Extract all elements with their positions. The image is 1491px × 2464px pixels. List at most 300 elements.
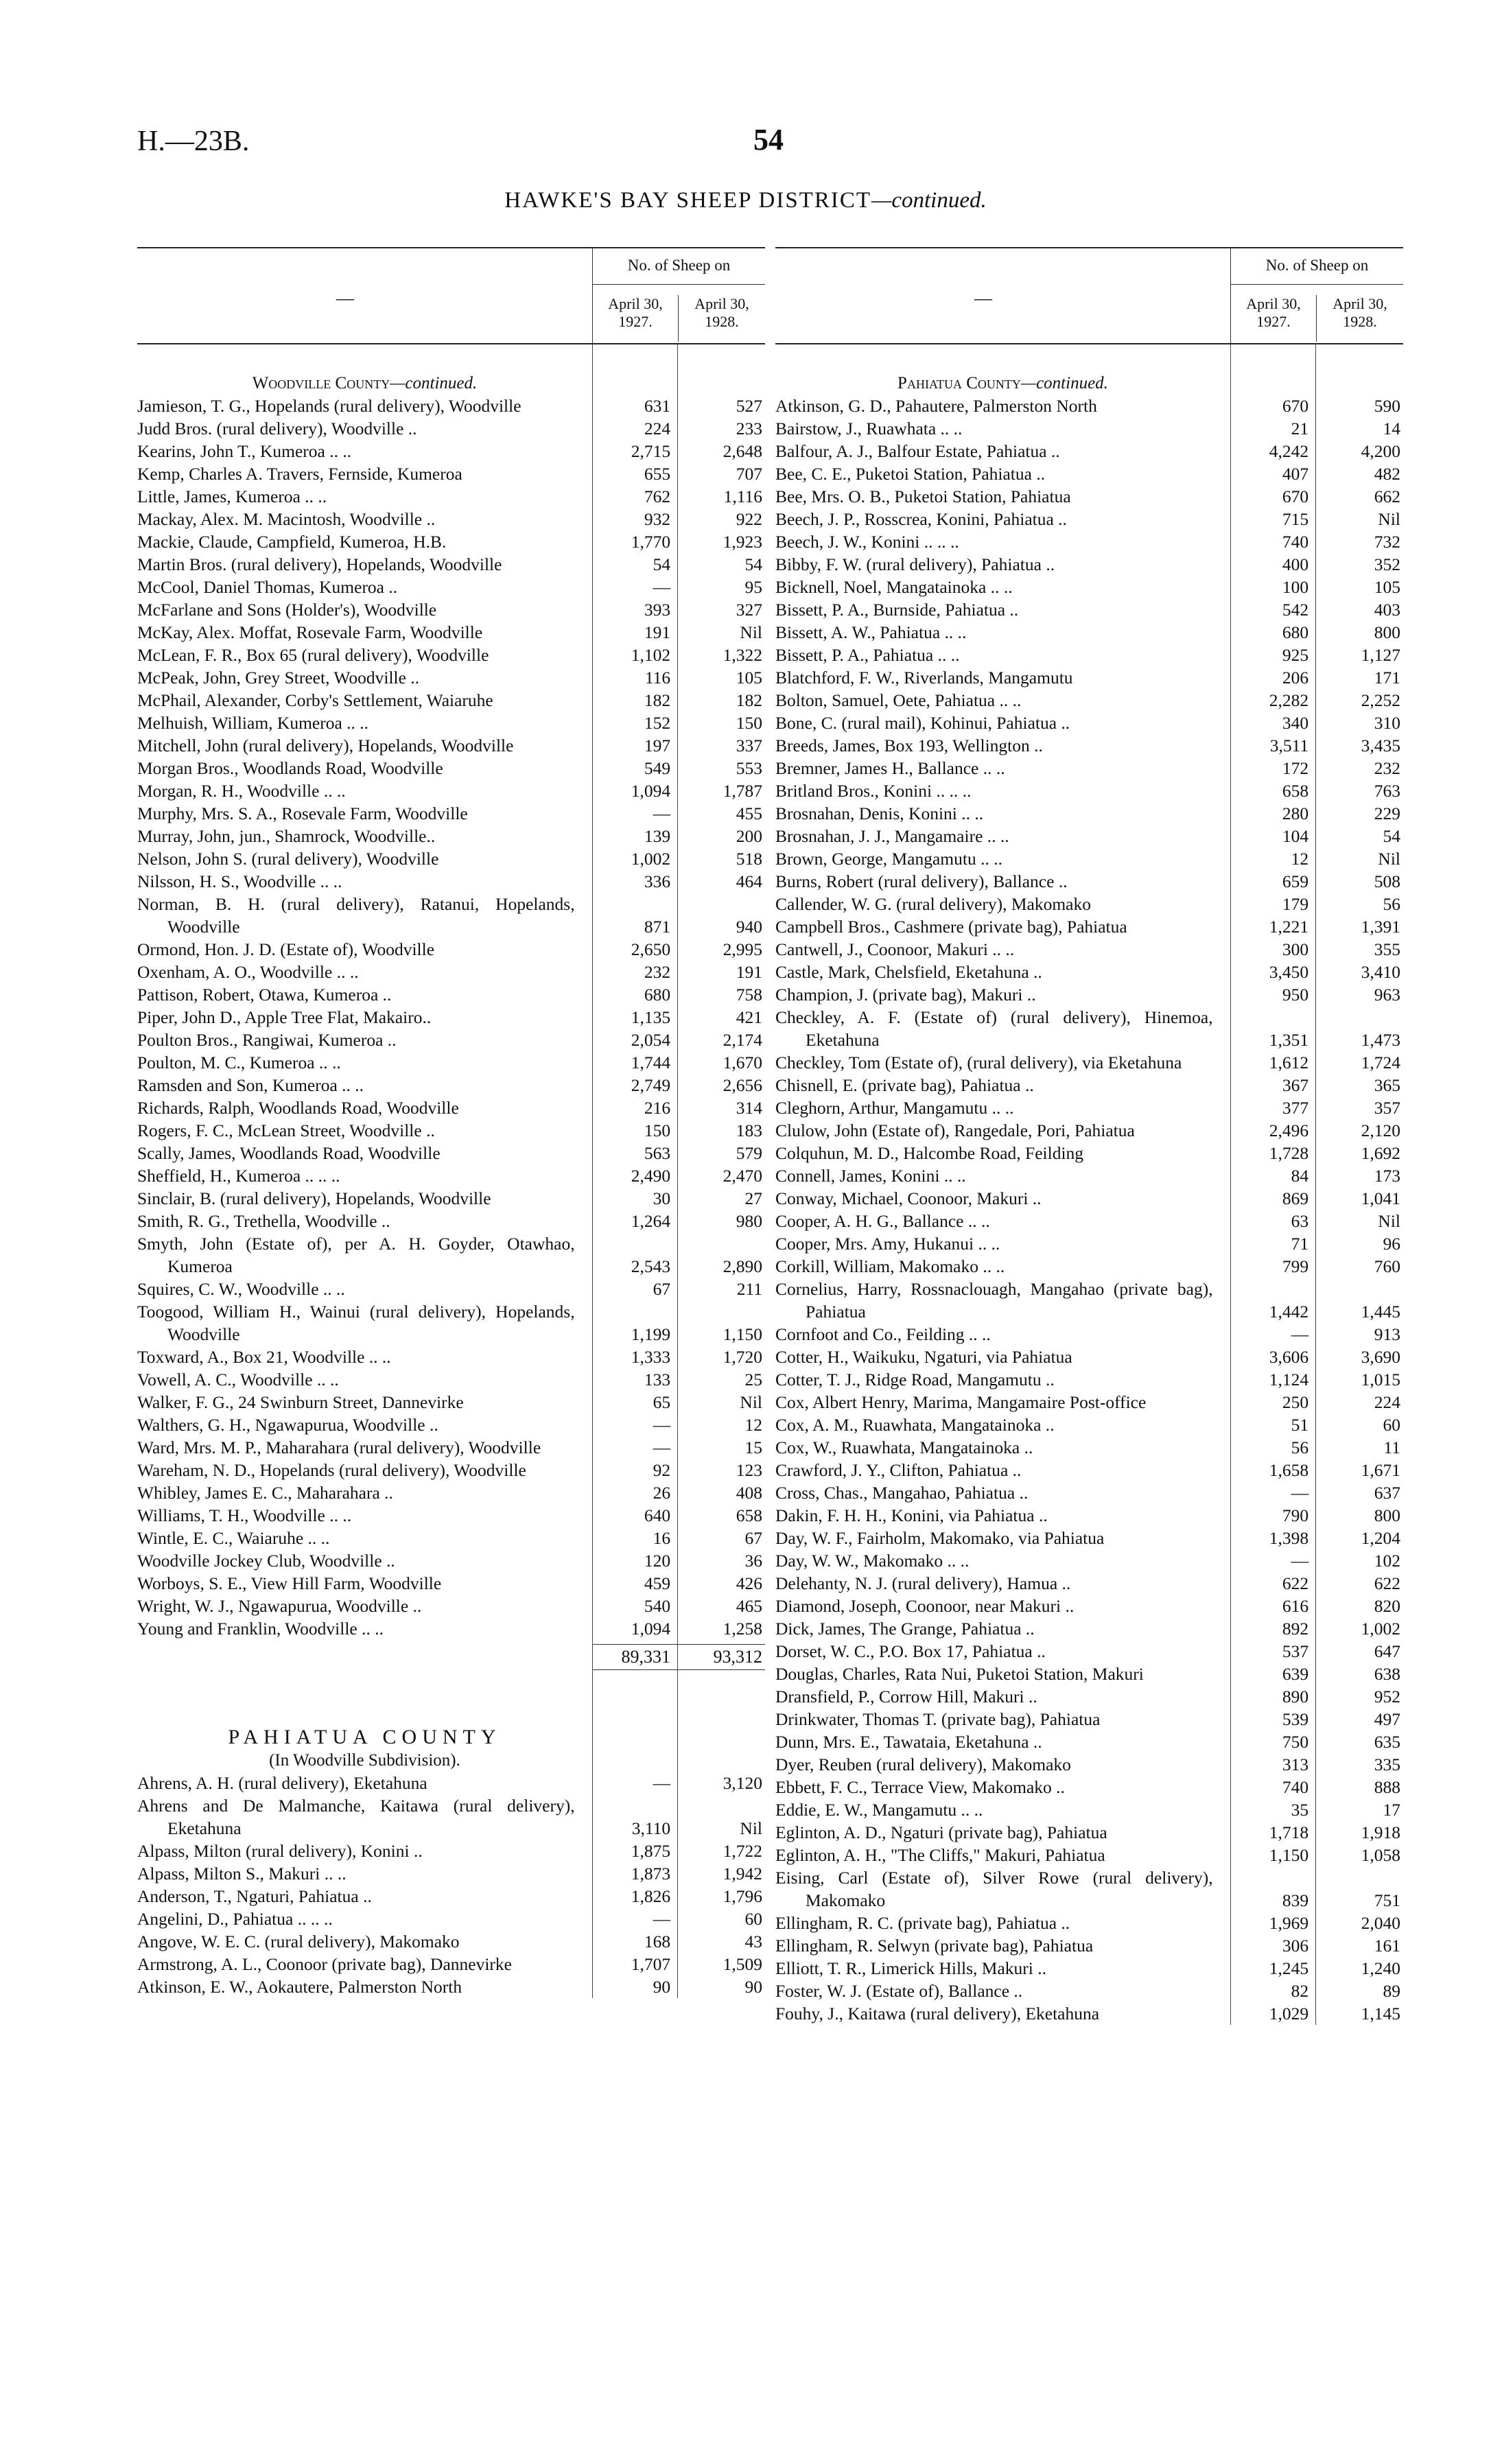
table-row: [775, 1278, 1403, 1323]
sheep-1928: Nil: [1378, 1211, 1400, 1231]
sheep-1927: 2,715: [631, 441, 671, 461]
sheep-1928: 1,670: [723, 1053, 762, 1072]
table-row: [775, 712, 1403, 734]
holder-name: McFarlane and Sons (Holder's), Woodville: [137, 600, 437, 620]
table-row: [775, 1912, 1403, 1934]
sheep-1928: 1,041: [1361, 1188, 1400, 1208]
holder-name: Smyth, John (Estate of), per A. H. Goyder, Otawhao, Kumeroa: [137, 1234, 575, 1276]
table-row: [137, 1975, 765, 1998]
sheep-1927: 1,351: [1269, 1030, 1309, 1050]
holder-name: McPeak, John, Grey Street, Woodville ..: [137, 668, 420, 688]
sheep-1928: Nil: [740, 1818, 762, 1838]
table-row: [137, 825, 765, 847]
sheep-1927: 1,333: [631, 1347, 671, 1367]
sheep-1927: 1,875: [631, 1841, 671, 1861]
sheep-1927: 932: [644, 509, 671, 529]
holder-name: McCool, Daniel Thomas, Kumeroa ..: [137, 577, 398, 597]
table-row: [775, 847, 1403, 870]
page-title: HAWKE'S BAY SHEEP DISTRICT—continued.: [504, 188, 987, 213]
sheep-1928: 1,002: [1361, 1619, 1400, 1639]
sheep-1927: 35: [1291, 1800, 1309, 1820]
sheep-1927: 172: [1282, 758, 1309, 778]
holder-name: Smith, R. G., Trethella, Woodville ..: [137, 1211, 390, 1231]
sheep-1927: 71: [1291, 1234, 1309, 1254]
sheep-1928: 183: [736, 1120, 762, 1140]
sheep-1927: 1,264: [631, 1211, 671, 1231]
section-heading: Pahiatua County—continued.: [897, 374, 1108, 392]
sheep-1928: 1,722: [723, 1841, 762, 1861]
table-row: [137, 621, 765, 644]
table-row: [775, 1368, 1403, 1391]
table-row: [137, 440, 765, 462]
holder-name: Eglinton, A. D., Ngaturi (private bag), Pahiatua: [775, 1822, 1107, 1842]
sheep-1927: 56: [1291, 1438, 1309, 1457]
table-row: [775, 1753, 1403, 1776]
sheep-1928: 2,040: [1361, 1913, 1400, 1933]
sheep-1928: 60: [1383, 1415, 1400, 1435]
sheep-1927: 377: [1282, 1098, 1309, 1118]
table-row: [775, 485, 1403, 508]
sheep-1928: 357: [1374, 1098, 1400, 1118]
holder-name: Cox, A. M., Ruawhata, Mangatainoka ..: [775, 1415, 1055, 1435]
holder-name: Brosnahan, Denis, Konini .. ..: [775, 803, 984, 823]
holder-name: Checkley, Tom (Estate of), (rural delivery), via Eketahuna: [775, 1053, 1182, 1072]
table-row: [775, 1776, 1403, 1798]
sheep-1928: 760: [1374, 1256, 1400, 1276]
sheep-1928: 579: [736, 1143, 762, 1163]
holder-name: Bicknell, Noel, Mangatainoka .. ..: [775, 577, 1013, 597]
sheep-1927: 1,826: [631, 1886, 671, 1906]
sheep-1927: 340: [1282, 713, 1309, 733]
sheep-1927: 740: [1282, 1777, 1309, 1797]
holder-name: Morgan, R. H., Woodville .. ..: [137, 781, 346, 801]
table-row: [137, 462, 765, 485]
sheep-1928: 707: [736, 464, 762, 484]
table-row: [137, 1210, 765, 1232]
table-row: [137, 598, 765, 621]
table-row: [775, 1413, 1403, 1436]
sheep-1928: 25: [744, 1370, 762, 1389]
sheep-1928: 335: [1374, 1755, 1400, 1774]
table-row: [775, 576, 1403, 598]
sheep-1928: 758: [736, 985, 762, 1005]
holder-name: Ward, Mrs. M. P., Maharahara (rural delivery), Woodville: [137, 1438, 541, 1457]
holder-name: Oxenham, A. O., Woodville .. ..: [137, 962, 359, 982]
holder-name: Rogers, F. C., McLean Street, Woodville ..: [137, 1120, 435, 1140]
sheep-1927: —: [653, 1773, 671, 1793]
sheep-1928: 508: [1374, 871, 1400, 891]
holder-name: Blatchford, F. W., Riverlands, Mangamutu: [775, 668, 1073, 688]
sheep-1927: 63: [1291, 1211, 1309, 1231]
holder-name: Angove, W. E. C. (rural delivery), Makomako: [137, 1932, 460, 1951]
sheep-1928: 54: [744, 554, 762, 574]
table-row: [775, 1187, 1403, 1210]
table-row: [137, 1840, 765, 1862]
holder-name: Castle, Mark, Chelsfield, Eketahuna ..: [775, 962, 1042, 982]
holder-name: Ahrens and De Malmanche, Kaitawa (rural delivery), Eketahuna: [137, 1796, 575, 1838]
sheep-1927: 4,242: [1269, 441, 1309, 461]
sheep-1927: 1,770: [631, 532, 671, 552]
sheep-1927: —: [653, 1909, 671, 1929]
sheep-1927: 280: [1282, 803, 1309, 823]
sheep-1928: 67: [744, 1528, 762, 1548]
sheep-1928: 1,923: [723, 532, 762, 552]
sheep-1927: 3,450: [1269, 962, 1309, 982]
sheep-1928: 622: [1374, 1573, 1400, 1593]
table-row: [137, 1572, 765, 1595]
sheep-1927: 631: [644, 396, 671, 416]
holder-name: Eising, Carl (Estate of), Silver Rowe (rural delivery), Makomako: [775, 1868, 1213, 1910]
table-row: [775, 1708, 1403, 1730]
sheep-1928: 2,890: [723, 1256, 762, 1276]
sheep-1927: 120: [644, 1551, 671, 1571]
left-column-header: [137, 247, 765, 344]
table-row: [775, 1232, 1403, 1255]
sheep-1927: 659: [1282, 871, 1309, 891]
table-row: [137, 1481, 765, 1504]
holder-name: Douglas, Charles, Rata Nui, Puketoi Station, Makuri: [775, 1664, 1144, 1684]
sheep-1928: 553: [736, 758, 762, 778]
sheep-1928: 1,116: [723, 486, 762, 506]
table-row: [775, 1527, 1403, 1549]
holder-name: Campbell Bros., Cashmere (private bag), Pahiatua: [775, 917, 1127, 937]
sheep-1928: 224: [1374, 1392, 1400, 1412]
holder-name: Britland Bros., Konini .. .. ..: [775, 781, 972, 801]
sheep-1928: 102: [1374, 1551, 1400, 1571]
sheep-1927: 1,707: [631, 1954, 671, 1974]
table-row: [137, 666, 765, 689]
sheep-1927: 890: [1282, 1687, 1309, 1706]
sheep-1927: 540: [644, 1596, 671, 1616]
sheep-1928: 314: [736, 1098, 762, 1118]
sheep-1928: 2,648: [723, 441, 762, 461]
holder-name: Connell, James, Konini .. ..: [775, 1166, 966, 1186]
holder-name: Ellingham, R. Selwyn (private bag), Pahiatua: [775, 1936, 1094, 1956]
sheep-1928: 913: [1374, 1324, 1400, 1344]
holder-name: Dakin, F. H. H., Konini, via Pahiatua ..: [775, 1505, 1048, 1525]
holder-name: Clulow, John (Estate of), Rangedale, Pori, Pahiatua: [775, 1120, 1135, 1140]
sheep-1927: 2,054: [631, 1030, 671, 1050]
table-row: [775, 1821, 1403, 1844]
sheep-1927: 82: [1291, 1981, 1309, 2001]
sheep-1927: 54: [653, 554, 671, 574]
sheep-1927: 150: [644, 1120, 671, 1140]
holder-name: Nilsson, H. S., Woodville .. ..: [137, 871, 342, 891]
table-row: [137, 1930, 765, 1953]
sheep-1928: 352: [1374, 554, 1400, 574]
sheep-1928: 1,058: [1361, 1845, 1400, 1865]
table-row: [137, 893, 765, 938]
holder-name: Armstrong, A. L., Coonoor (private bag), Dannevirke: [137, 1954, 512, 1974]
sheep-1927: 104: [1282, 826, 1309, 846]
sheep-1927: 3,606: [1269, 1347, 1309, 1367]
date-1928-header: April 30, 1928.: [678, 295, 765, 342]
holder-name: Bairstow, J., Ruawhata .. ..: [775, 419, 963, 438]
holder-name: Cleghorn, Arthur, Mangamutu .. ..: [775, 1098, 1014, 1118]
sheep-1928: 1,473: [1361, 1030, 1400, 1050]
sheep-1927: 1,135: [631, 1007, 671, 1027]
holder-name: Poulton Bros., Rangiwai, Kumeroa ..: [137, 1030, 397, 1050]
table-row: [137, 712, 765, 734]
sheep-1927: 750: [1282, 1732, 1309, 1752]
sheep-1927: 1,221: [1269, 917, 1309, 937]
table-row: [775, 1934, 1403, 1957]
sheep-1927: —: [653, 577, 671, 597]
table-row: [137, 1527, 765, 1549]
sheep-1928: 200: [736, 826, 762, 846]
table-row: [775, 1436, 1403, 1459]
right-column-header: [775, 247, 1403, 344]
sheep-1928: 15: [744, 1438, 762, 1457]
table-row: [137, 689, 765, 712]
table-row: [775, 462, 1403, 485]
table-row: [137, 1391, 765, 1413]
sheep-1928: 888: [1374, 1777, 1400, 1797]
holder-name: Richards, Ralph, Woodlands Road, Woodville: [137, 1098, 459, 1118]
sheep-1928: 662: [1374, 486, 1400, 506]
page-number: 54: [753, 123, 784, 156]
table-row: [775, 417, 1403, 440]
right-rows: [775, 395, 1403, 2025]
sheep-1927: 616: [1282, 1596, 1309, 1616]
sheep-1927: 670: [1282, 396, 1309, 416]
date-1928-header: April 30, 1928.: [1316, 295, 1403, 342]
sheep-1927: 537: [1282, 1641, 1309, 1661]
sheep-1927: 30: [653, 1188, 671, 1208]
holder-name: Conway, Michael, Coonoor, Makuri ..: [775, 1188, 1042, 1208]
sheep-1928: Nil: [1378, 849, 1400, 869]
holder-name: Wareham, N. D., Hopelands (rural delivery), Woodville: [137, 1460, 526, 1480]
sheep-count-title: No. of Sheep on: [1265, 257, 1369, 274]
holder-name: McKay, Alex. Moffat, Rosevale Farm, Woodville: [137, 622, 483, 642]
sheep-1928: 2,252: [1361, 690, 1400, 710]
holder-name: Cornfoot and Co., Feilding .. ..: [775, 1324, 991, 1344]
table-row: [775, 893, 1403, 915]
table-row: [775, 1957, 1403, 1980]
sheep-1927: 206: [1282, 668, 1309, 688]
table-row: [137, 576, 765, 598]
holder-name: McLean, F. R., Box 65 (rural delivery), Woodville: [137, 645, 489, 665]
table-row: [137, 1953, 765, 1975]
sheep-1928: 763: [1374, 781, 1400, 801]
sheep-1927: 1,728: [1269, 1143, 1309, 1163]
table-row: [775, 1255, 1403, 1278]
sheep-1928: 465: [736, 1596, 762, 1616]
table-row: [137, 734, 765, 757]
table-row: [775, 689, 1403, 712]
sheep-1928: 426: [736, 1573, 762, 1593]
holder-name: Mitchell, John (rural delivery), Hopelands, Woodville: [137, 736, 514, 755]
holder-name: McPhail, Alexander, Corby's Settlement, Waiaruhe: [137, 690, 493, 710]
total-1927: 89,331: [592, 1644, 677, 1670]
sheep-1928: 310: [1374, 713, 1400, 733]
date-1927-header: April 30, 1927.: [608, 295, 663, 330]
sheep-1927: 640: [644, 1505, 671, 1525]
right-table-body: [775, 344, 1403, 2025]
sheep-1928: 922: [736, 509, 762, 529]
holder-name: Breeds, James, Box 193, Wellington ..: [775, 736, 1043, 755]
sheep-1927: 1,969: [1269, 1913, 1309, 1933]
holder-name: Brown, George, Mangamutu .. ..: [775, 849, 1002, 869]
section-heading-pahiatua: PAHIATUA COUNTY: [228, 1726, 502, 1748]
table-row: [775, 1866, 1403, 1912]
table-row: [137, 1142, 765, 1164]
table-row: [775, 1980, 1403, 2002]
sheep-1927: 1,744: [631, 1053, 671, 1072]
holder-name: Bolton, Samuel, Oete, Pahiatua .. ..: [775, 690, 1022, 710]
holder-name: Kearins, John T., Kumeroa .. ..: [137, 441, 352, 461]
table-row: [775, 825, 1403, 847]
sheep-1928: 1,509: [723, 1954, 762, 1974]
table-row: [775, 1572, 1403, 1595]
holder-name: Norman, B. H. (rural delivery), Ratanui, Hopelands, Woodville: [137, 894, 575, 937]
holder-name: Drinkwater, Thomas T. (private bag), Pahiatua: [775, 1709, 1101, 1729]
sheep-1928: 191: [736, 962, 762, 982]
sheep-1928: 1,942: [723, 1864, 762, 1884]
left-table-body: [137, 344, 765, 1998]
holder-name: Kemp, Charles A. Travers, Fernside, Kumeroa: [137, 464, 462, 484]
sheep-1928: 658: [736, 1505, 762, 1525]
sheep-1927: 1,102: [631, 645, 671, 665]
holder-name: Ramsden and Son, Kumeroa .. ..: [137, 1075, 364, 1095]
sheep-1928: 751: [1374, 1890, 1400, 1910]
sheep-1928: 1,258: [723, 1619, 762, 1639]
holder-name: Walker, F. G., 24 Swinburn Street, Dannevirke: [137, 1392, 464, 1412]
sheep-1927: 133: [644, 1370, 671, 1389]
holder-name: Fouhy, J., Kaitawa (rural delivery), Eketahuna: [775, 2004, 1100, 2023]
sheep-1927: 3,511: [1269, 736, 1309, 755]
table-row: [137, 1346, 765, 1368]
table-row: [775, 1210, 1403, 1232]
report-code: H.—23B.: [137, 126, 250, 157]
sheep-1927: 336: [644, 871, 671, 891]
holder-name: Poulton, M. C., Kumeroa .. ..: [137, 1053, 341, 1072]
holder-name: Angelini, D., Pahiatua .. .. ..: [137, 1909, 333, 1929]
sheep-1928: 1,724: [1361, 1053, 1400, 1072]
holder-name: Dorset, W. C., P.O. Box 17, Pahiatua ..: [775, 1641, 1046, 1661]
sheep-1928: 1,796: [723, 1886, 762, 1906]
sheep-1928: 637: [1374, 1483, 1400, 1503]
table-row: [137, 938, 765, 961]
sheep-1928: 497: [1374, 1709, 1400, 1729]
sheep-1927: 1,199: [631, 1324, 671, 1344]
table-row: [137, 1368, 765, 1391]
sheep-1927: 680: [1282, 622, 1309, 642]
table-row: [137, 1549, 765, 1572]
sheep-count-header: [1230, 248, 1403, 343]
sheep-1927: 762: [644, 486, 671, 506]
sheep-1927: 100: [1282, 577, 1309, 597]
sheep-1927: 90: [653, 1977, 671, 1997]
sheep-1927: 224: [644, 419, 671, 438]
sheep-1927: 1,002: [631, 849, 671, 869]
sheep-1928: 355: [1374, 939, 1400, 959]
table-row: [775, 1391, 1403, 1413]
sheep-1928: 12: [744, 1415, 762, 1435]
sheep-1927: 92: [653, 1460, 671, 1480]
holder-name: Bremner, James H., Ballance .. ..: [775, 758, 1005, 778]
holder-name: Woodville Jockey Club, Woodville ..: [137, 1551, 395, 1571]
sheep-1928: 54: [1383, 826, 1400, 846]
sheep-1927: —: [653, 803, 671, 823]
holder-name: Cox, W., Ruawhata, Mangatainoka ..: [775, 1438, 1033, 1457]
sheep-1928: 403: [1374, 600, 1400, 620]
sheep-1927: 563: [644, 1143, 671, 1163]
table-row: [137, 1595, 765, 1617]
sheep-1928: 3,120: [723, 1773, 762, 1793]
holder-name: Wintle, E. C., Waiaruhe .. ..: [137, 1528, 330, 1548]
table-row: [775, 621, 1403, 644]
table-row: [137, 1096, 765, 1119]
table-row: [775, 1640, 1403, 1663]
table-row: [775, 508, 1403, 530]
holder-name: Delehanty, N. J. (rural delivery), Hamua ..: [775, 1573, 1071, 1593]
sheep-1928: 229: [1374, 803, 1400, 823]
table-row: [775, 530, 1403, 553]
holder-name: Foster, W. J. (Estate of), Ballance ..: [775, 1981, 1023, 2001]
table-row: [137, 1885, 765, 1908]
sheep-1927: 139: [644, 826, 671, 846]
holder-name: Toogood, William H., Wainui (rural delivery), Hopelands, Woodville: [137, 1302, 575, 1344]
holder-name: Cornelius, Harry, Rossnaclouagh, Mangahao (private bag), Pahiatua: [775, 1279, 1213, 1322]
table-row: [137, 1187, 765, 1210]
table-row: [137, 1413, 765, 1436]
table-row: [775, 1595, 1403, 1617]
holder-name: Ellingham, R. C. (private bag), Pahiatua ..: [775, 1913, 1070, 1933]
sheep-1928: 211: [736, 1279, 762, 1299]
holder-name: Toxward, A., Box 21, Woodville .. ..: [137, 1347, 391, 1367]
holder-name: Checkley, A. F. (Estate of) (rural delivery), Hinemoa, Eketahuna: [775, 1007, 1213, 1050]
table-row: [775, 757, 1403, 779]
sheep-1927: 892: [1282, 1619, 1309, 1639]
table-row: [137, 1164, 765, 1187]
holder-name: Eddie, E. W., Mangamutu .. ..: [775, 1800, 983, 1820]
sheep-1927: 950: [1282, 985, 1309, 1005]
sheep-1927: 639: [1282, 1664, 1309, 1684]
table-row: [775, 395, 1403, 417]
holder-name: Vowell, A. C., Woodville .. ..: [137, 1370, 339, 1389]
table-row: [137, 395, 765, 417]
sheep-1927: 168: [644, 1932, 671, 1951]
section-heading: Woodville County—continued.: [252, 374, 478, 392]
sheep-1927: 799: [1282, 1256, 1309, 1276]
sheep-1927: 216: [644, 1098, 671, 1118]
sheep-1927: 367: [1282, 1075, 1309, 1095]
sheep-1927: —: [1291, 1551, 1309, 1571]
table-row: [775, 1459, 1403, 1481]
sheep-1928: 1,787: [723, 781, 762, 801]
sheep-1927: 790: [1282, 1505, 1309, 1525]
sheep-1928: 1,671: [1361, 1460, 1400, 1480]
sheep-1927: 622: [1282, 1573, 1309, 1593]
sheep-1927: 21: [1291, 419, 1309, 438]
left-rows-pahiatua: [137, 1772, 765, 1998]
sheep-1927: 2,496: [1269, 1120, 1309, 1140]
sheep-1927: 182: [644, 690, 671, 710]
holder-name: Dunn, Mrs. E., Tawataia, Eketahuna ..: [775, 1732, 1042, 1752]
sheep-1927: 2,490: [631, 1166, 671, 1186]
table-row: [775, 1617, 1403, 1640]
table-row: [775, 1119, 1403, 1142]
table-row: [137, 1459, 765, 1481]
table-row: [775, 1142, 1403, 1164]
sheep-1928: 732: [1374, 532, 1400, 552]
table-row: [775, 1164, 1403, 1187]
sheep-1927: 116: [644, 668, 671, 688]
table-row: [775, 553, 1403, 576]
sheep-1928: 365: [1374, 1075, 1400, 1095]
sheep-1928: 820: [1374, 1596, 1400, 1616]
